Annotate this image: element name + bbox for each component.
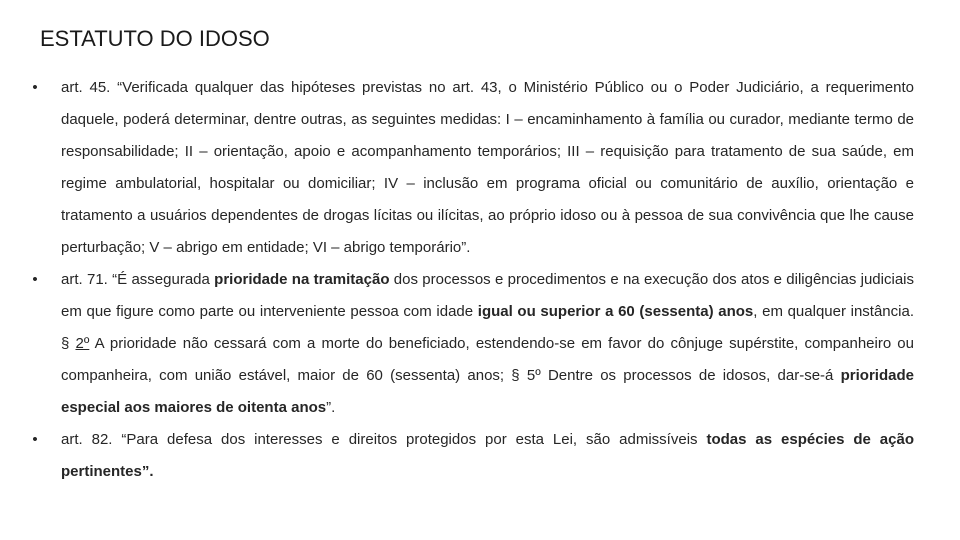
- art-71-text: A prioridade não cessará com a morte do beneficiado, estendendo-se em favor do cônjuge supérstite, companheiro ou companheira, com união estável, maior de 60 (sessenta) anos; § 5º Dentre os processos de idosos, dar-se-á: [61, 335, 914, 384]
- art-71-text: dos processos e procedimentos e na execução dos atos e diligências judiciais em que figure como parte ou interveniente pessoa com idade: [61, 271, 914, 320]
- bullet-list: [28, 72, 914, 488]
- bullet-dot: •: [32, 271, 38, 288]
- art-71-text: , em qualquer instância. §: [61, 303, 914, 352]
- art-71-emphasis-special-priority: prioridade especial aos maiores de oitenta anos: [61, 367, 914, 416]
- slide-title: ESTATUTO DO IDOSO: [40, 26, 270, 51]
- art-82-text-end: ”.: [141, 463, 154, 480]
- art-82-text: art. 82. “Para defesa dos interesses e direitos protegidos por esta Lei, são admissíveis: [61, 431, 707, 448]
- bullet-dot: •: [32, 79, 38, 96]
- bullet-item-art-71: [28, 264, 914, 424]
- bullet-dot: •: [32, 431, 38, 448]
- art-71-text: art. 71. “É assegurada: [61, 271, 215, 288]
- art-71-emphasis-age: igual ou superior a 60 (sessenta) anos: [477, 303, 754, 320]
- art-45-text: art. 45. “Verificada qualquer das hipóteses previstas no art. 43, o Ministério Público ou o Poder Judiciário, a requerimento daquele, poderá determinar, dentre outras, as seguintes medidas: I – encaminhamento à família ou curador, mediante termo de responsabilidade; II – orientação, apoio e acompanhamento temporários; III – requisição para tratamento de sua saúde, em regime ambulatorial, hospitalar ou domiciliar; IV – inclusão em programa oficial ou comunitário de auxílio, orientação e tratamento a usuários dependentes de drogas lícitas ou ilícitas, ao próprio idoso ou à pessoa de sua convivência que lhe cause perturbação; V – abrigo em entidade; VI – abrigo temporário”.: [61, 79, 914, 256]
- bullet-item-art-82: [28, 424, 914, 488]
- art-71-paragraph-number: 2º: [75, 335, 90, 352]
- art-82-emphasis-actions: todas as espécies de ação pertinentes: [61, 431, 914, 480]
- art-71-text: ”.: [326, 399, 336, 416]
- bullet-item-art-45: [28, 72, 914, 264]
- art-71-emphasis-priority: prioridade na tramitação: [214, 271, 390, 288]
